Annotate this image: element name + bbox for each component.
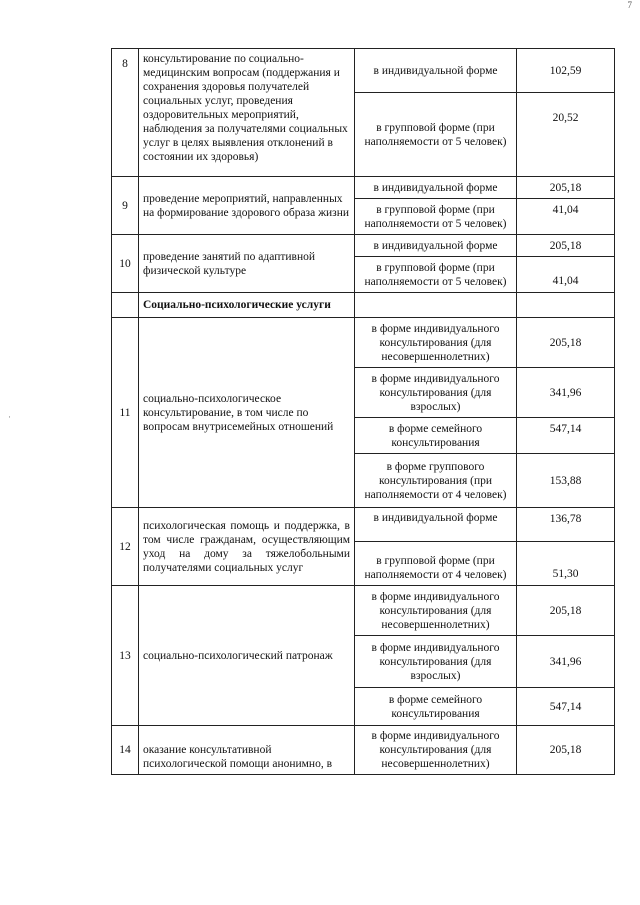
section-num-cell bbox=[112, 293, 139, 318]
table-row bbox=[112, 49, 615, 93]
row-number: 8 bbox=[112, 49, 139, 177]
row-number: 10 bbox=[112, 235, 139, 293]
service-form: в групповой форме (при наполняемости от 4 человек) bbox=[355, 542, 517, 586]
service-form: в индивидуальной форме bbox=[355, 49, 517, 93]
service-price: 341,96 bbox=[517, 368, 615, 418]
service-form: в форме индивидуального консультирования (для несовершеннолетних) bbox=[355, 586, 517, 636]
service-form: в форме семейного консультирования bbox=[355, 688, 517, 726]
service-form: в форме индивидуального консультирования (для несовершеннолетних) bbox=[355, 726, 517, 775]
service-price: 205,18 bbox=[517, 177, 615, 199]
service-form: в форме индивидуального консультирования (для несовершеннолетних) bbox=[355, 318, 517, 368]
service-name: оказание консультативной психологической помощи анонимно, в bbox=[139, 726, 355, 775]
service-name: социально-психологический патронаж bbox=[139, 586, 355, 726]
section-empty-cell bbox=[517, 293, 615, 318]
service-price: 102,59 bbox=[517, 49, 615, 93]
service-form: в индивидуальной форме bbox=[355, 508, 517, 542]
table-row bbox=[112, 318, 615, 368]
row-number: 14 bbox=[112, 726, 139, 775]
service-price: 205,18 bbox=[517, 235, 615, 257]
service-form: в групповой форме (при наполняемости от 5 человек) bbox=[355, 257, 517, 293]
service-price: 51,30 bbox=[517, 542, 615, 586]
service-price: 205,18 bbox=[517, 726, 615, 775]
row-number: 9 bbox=[112, 177, 139, 235]
service-price: 205,18 bbox=[517, 318, 615, 368]
row-number: 13 bbox=[112, 586, 139, 726]
service-price: 341,96 bbox=[517, 636, 615, 688]
service-form: в форме индивидуального консультирования (для взрослых) bbox=[355, 636, 517, 688]
service-form: в групповой форме (при наполняемости от 5 человек) bbox=[355, 199, 517, 235]
service-name: проведение занятий по адаптивной физической культуре bbox=[139, 235, 355, 293]
table-row bbox=[112, 235, 615, 257]
service-price: 547,14 bbox=[517, 418, 615, 454]
service-form: в форме семейного консультирования bbox=[355, 418, 517, 454]
table-row bbox=[112, 177, 615, 199]
section-title: Социально-психологические услуги bbox=[139, 293, 355, 318]
section-empty-cell bbox=[355, 293, 517, 318]
service-form: в форме индивидуального консультирования (для взрослых) bbox=[355, 368, 517, 418]
service-form: в групповой форме (при наполняемости от 5 человек) bbox=[355, 93, 517, 177]
service-form: в индивидуальной форме bbox=[355, 235, 517, 257]
row-number: 12 bbox=[112, 508, 139, 586]
service-price: 20,52 bbox=[517, 93, 615, 177]
service-price: 41,04 bbox=[517, 257, 615, 293]
service-name: психологическая помощь и поддержка, в том числе гражданам, осуществляющим уход на дому за тяжелобольными получателями социальных услуг bbox=[139, 508, 355, 586]
table-row bbox=[112, 726, 615, 775]
section-header-row bbox=[112, 293, 615, 318]
service-name: социально-психологическое консультирование, в том числе по вопросам внутрисемейных отношений bbox=[139, 318, 355, 508]
page-number: 7 bbox=[627, 0, 632, 10]
service-form: в индивидуальной форме bbox=[355, 177, 517, 199]
service-price: 205,18 bbox=[517, 586, 615, 636]
table-row bbox=[112, 508, 615, 542]
service-price: 547,14 bbox=[517, 688, 615, 726]
service-form: в форме группового консультирования (при наполняемости от 4 человек) bbox=[355, 454, 517, 508]
tariff-table bbox=[111, 48, 615, 775]
table-row bbox=[112, 586, 615, 636]
service-name: консультирование по социально-медицинским вопросам (поддержания и сохранения здоровья получателей социальных услуг, проведения оздоровительных мероприятий, наблюдения за получателями социальных услуг в целях выявления отклонений в состоянии их здоровья) bbox=[139, 49, 355, 177]
row-number: 11 bbox=[112, 318, 139, 508]
service-price: 136,78 bbox=[517, 508, 615, 542]
margin-mark: · bbox=[8, 412, 11, 422]
service-price: 153,88 bbox=[517, 454, 615, 508]
service-price: 41,04 bbox=[517, 199, 615, 235]
service-name: проведение мероприятий, направленных на формирование здорового образа жизни bbox=[139, 177, 355, 235]
